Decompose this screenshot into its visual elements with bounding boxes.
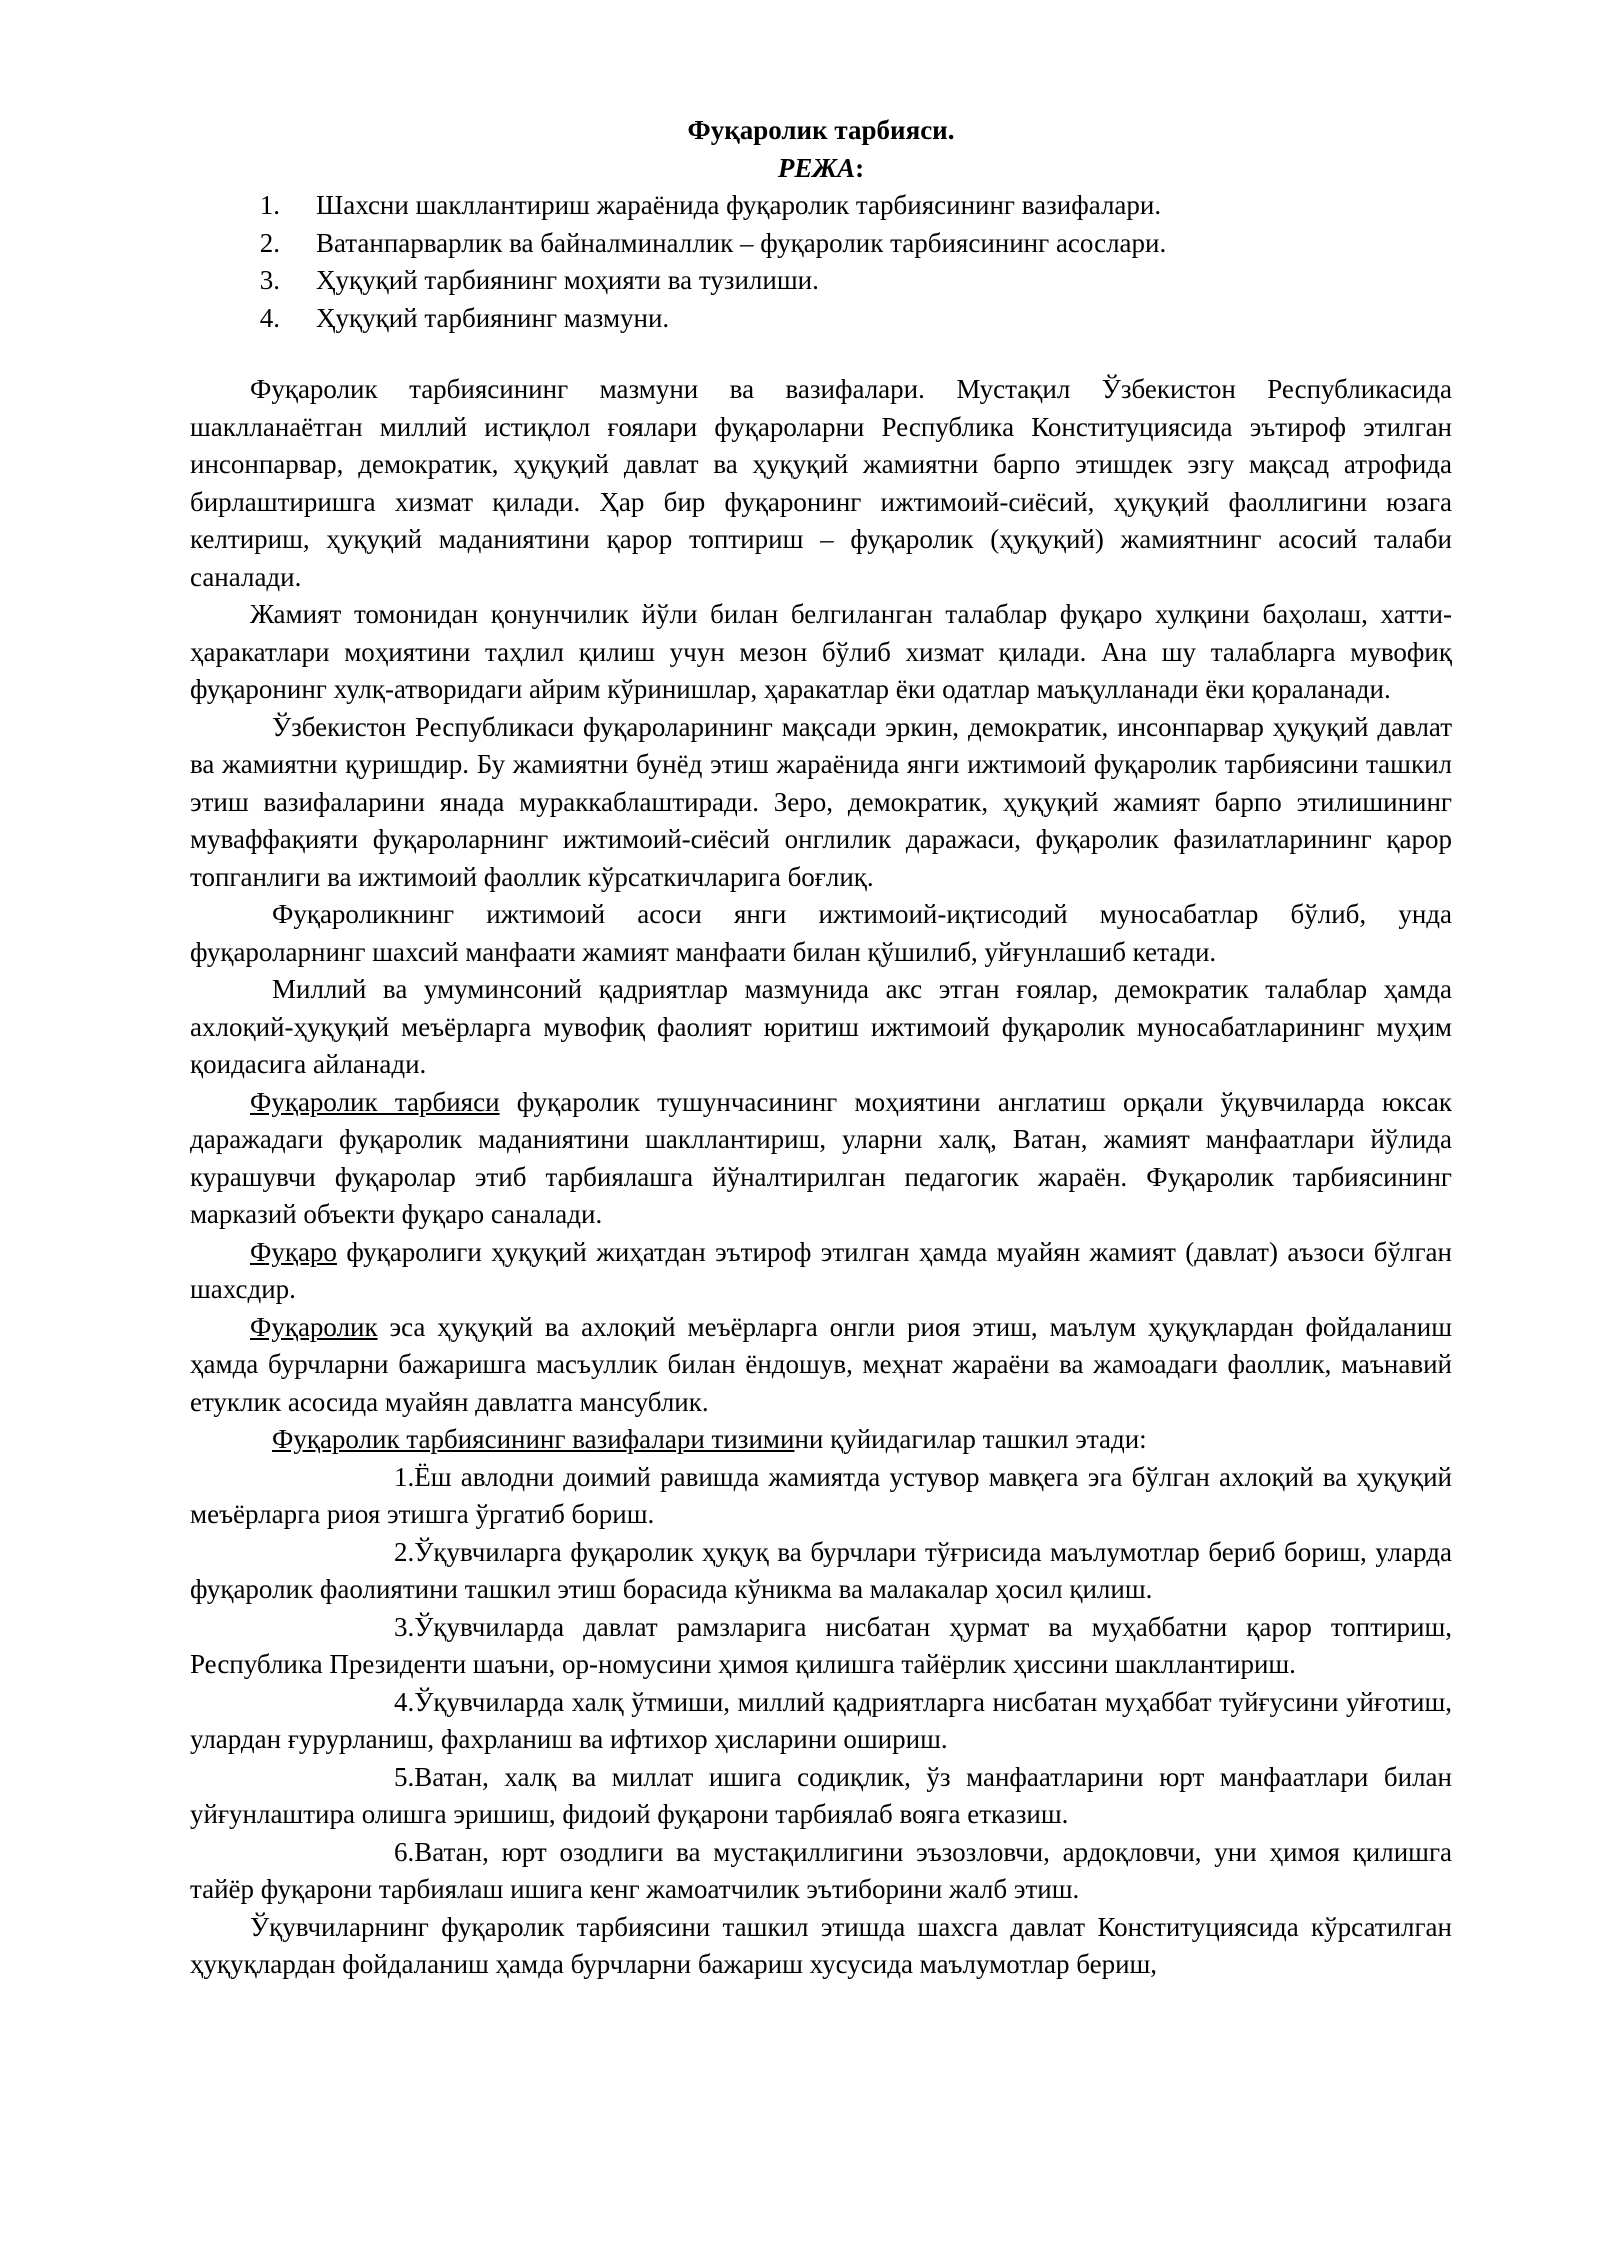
plan-list: [190, 187, 1452, 337]
task-text: Ўқувчиларга фуқаролик ҳуқуқ ва бурчлари тўғрисида маълумотлар бериб бориш, уларда фуқаролик фаолиятини ташкил этиш борасида кўникма ва малакалар ҳосил қилиш.: [190, 1536, 1452, 1604]
task-number: 3.: [394, 1611, 415, 1642]
task-number: 4.: [394, 1686, 415, 1717]
task-item: [190, 1834, 1452, 1909]
paragraph-values: Миллий ва умуминсоний қадриятлар мазмунида акс этган ғоялар, демократик талаблар ҳамда ахлоқий-ҳуқуқий меъёрларга мувофиқ фаолият юритиш ижтимоий фуқаролик муносабатларининг муҳим қоидасига айланади.: [190, 974, 1452, 1079]
plan-item-text: Ҳуқуқий тарбиянинг моҳияти ва тузилиши.: [316, 265, 819, 295]
task-item: [190, 1459, 1452, 1534]
task-text: Ватан, халқ ва миллат ишига содиқлик, ўз манфаатларини юрт манфаатлари билан уйғунлаштира олишга эришиш, фидоий фуқарони тарбиялаб вояга етказиш.: [190, 1761, 1452, 1829]
paragraph-social-basis: Фуқароликнинг ижтимоий асоси янги ижтимоий-иқтисодий муносабатлар бўлиб, унда фуқароларнинг шахсий манфаати жамият манфаати билан қўшилиб, уйғунлашиб кетади.: [190, 899, 1452, 967]
plan-heading: [190, 150, 1452, 188]
task-number: 5.: [394, 1761, 415, 1792]
plan-heading-colon: :: [855, 152, 865, 183]
paragraph-society-requirements: Жамият томонидан қонунчилик йўли билан белгиланган талаблар фуқаро хулқини баҳолаш, хатти-ҳаракатлари моҳиятини таҳлил қилиш учун мезон бўлиб хизмат қилади. Ана шу талабларга мувофиқ фуқаронинг хулқ-атворидаги айрим кўринишлар, ҳаракатлар ёки одатлар маъқулланади ёки қораланади.: [190, 599, 1452, 704]
term-civic-education: Фуқаролик тарбияси: [250, 1086, 500, 1117]
plan-heading-text: РЕЖА: [777, 152, 856, 183]
plan-item: [220, 262, 1452, 300]
paragraph-intro: Фуқаролик тарбиясининг мазмуни ва вазифалари. Мустақил Ўзбекистон Республикасида шаклланаётган миллий истиқлол ғоялари фуқароларни Республика Конституциясида эътироф этилган инсонпарвар, демократик, ҳуқуқий давлат ва ҳуқуқий жамиятни барпо этишдек эзгу мақсад атрофида бирлаштиришга хизмат қилади. Ҳар бир фуқаронинг ижтимоий-сиёсий, ҳуқуқий фаоллигини юзага келтириш, ҳуқуқий маданиятини қарор топтириш – фуқаролик (ҳуқуқий) жамиятнинг асосий талаби саналади.: [190, 374, 1452, 592]
plan-item: [220, 225, 1452, 263]
plan-item-text: Ҳуқуқий тарбиянинг мазмуни.: [316, 302, 670, 333]
term-tasks-system: Фуқаролик тарбиясининг вазифалари тизими: [272, 1424, 795, 1454]
task-item: [190, 1609, 1452, 1684]
plan-item-number: 4.: [259, 302, 280, 333]
document-title: Фуқаролик тарбияси.: [687, 115, 955, 145]
paragraph-definition-citizen: [190, 1234, 1452, 1309]
definition-text: эса ҳуқуқий ва ахлоқий меъёрларга онгли риоя этиш, маълум ҳуқуқлардан фойдаланиш ҳамда бурчларни бажаришга масъуллик билан ёндошув, меҳнат жараёни ва жамоадаги фаоллик, маънавий етуклик асосида муайян давлатга мансублик.: [190, 1311, 1452, 1417]
document-body: [190, 112, 1452, 1984]
plan-item: [220, 300, 1452, 338]
task-item: [190, 1684, 1452, 1759]
tasks-intro-text: ни қуйидагилар ташкил этади:: [794, 1424, 1147, 1454]
task-text: Ватан, юрт озодлиги ва мустақиллигини эъзозловчи, ардоқловчи, уни ҳимоя қилишга тайёр фуқарони тарбиялаш ишига кенг жамоатчилик эътиборини жалб этиш.: [190, 1836, 1452, 1904]
term-citizen: Фуқаро: [250, 1236, 337, 1267]
task-item: [190, 1534, 1452, 1609]
plan-item-number: 1.: [259, 190, 280, 220]
paragraph-definition-citizenship: [190, 1309, 1452, 1422]
task-text: Ёш авлодни доимий равишда жамиятда устувор мавқега эга бўлган ахлоқий ва ҳуқуқий меъёрларга риоя этишга ўргатиб бориш.: [190, 1461, 1452, 1529]
plan-item: [220, 187, 1452, 225]
spacer: [190, 337, 1452, 371]
plan-item-text: Ватанпарварлик ва байналминаллик – фуқаролик тарбиясининг асослари.: [316, 227, 1167, 258]
task-number: 1.: [394, 1461, 415, 1492]
term-citizenship: Фуқаролик: [250, 1311, 378, 1342]
definition-text: фуқаролик тушунчасининг моҳиятини англатиш орқали ўқувчиларда юксак даражадаги фуқаролик маданиятини шакллантириш, уларни халқ, Ватан, жамият манфаатлари йўлида курашувчи фуқаролар этиб тарбиялашга йўналтирилган педагогик жараён. Фуқаролик тарбиясининг марказий объекти фуқаро саналади.: [190, 1086, 1452, 1229]
task-item: [190, 1759, 1452, 1834]
paragraph-closing: Ўқувчиларнинг фуқаролик тарбиясини ташкил этишда шахсга давлат Конституциясида кўрсатилган ҳуқуқлардан фойдаланиш ҳамда бурчларни бажариш хусусида маълумотлар бериш,: [190, 1911, 1452, 1979]
plan-item-number: 3.: [259, 265, 280, 295]
plan-item-text: Шахсни шакллантириш жараёнида фуқаролик тарбиясининг вазифалари.: [316, 190, 1162, 220]
task-text: Ўқувчиларда халқ ўтмиши, миллий қадриятларга нисбатан муҳаббат туйғусини уйғотиш, улардан ғурурланиш, фахрланиш ва ифтихор ҳисларини ошириш.: [190, 1686, 1452, 1754]
paragraph-citizens-goal: Ўзбекистон Республикаси фуқароларининг мақсади эркин, демократик, инсонпарвар ҳуқуқий давлат ва жамиятни қуришдир. Бу жамиятни бунёд этиш жараёнида янги ижтимоий фуқаролик тарбиясини ташкил этиш вазифаларини янада мураккаблаштиради. Зеро, демократик, ҳуқуқий жамият барпо этилишининг муваффақияти фуқароларнинг ижтимоий-сиёсий онглилик даражаси, фуқаролик фазилатларининг қарор топганлиги ва ижтимоий фаоллик кўрсаткичларига боғлиқ.: [190, 711, 1452, 892]
task-text: Ўқувчиларда давлат рамзларига нисбатан ҳурмат ва муҳаббатни қарор топтириш, Республика Президенти шаъни, ор-номусини ҳимоя қилишга тайёрлик ҳиссини шакллантириш.: [190, 1611, 1452, 1679]
plan-item-number: 2.: [259, 227, 280, 258]
definition-text: фуқаролиги ҳуқуқий жиҳатдан эътироф этилган ҳамда муайян жамият (давлат) аъзоси бўлган шахсдир.: [190, 1236, 1452, 1304]
tasks-list: [190, 1459, 1452, 1909]
paragraph-tasks-intro: [190, 1421, 1452, 1459]
task-number: 6.: [394, 1836, 415, 1867]
task-number: 2.: [394, 1536, 415, 1567]
paragraph-definition-civic-education: [190, 1084, 1452, 1234]
